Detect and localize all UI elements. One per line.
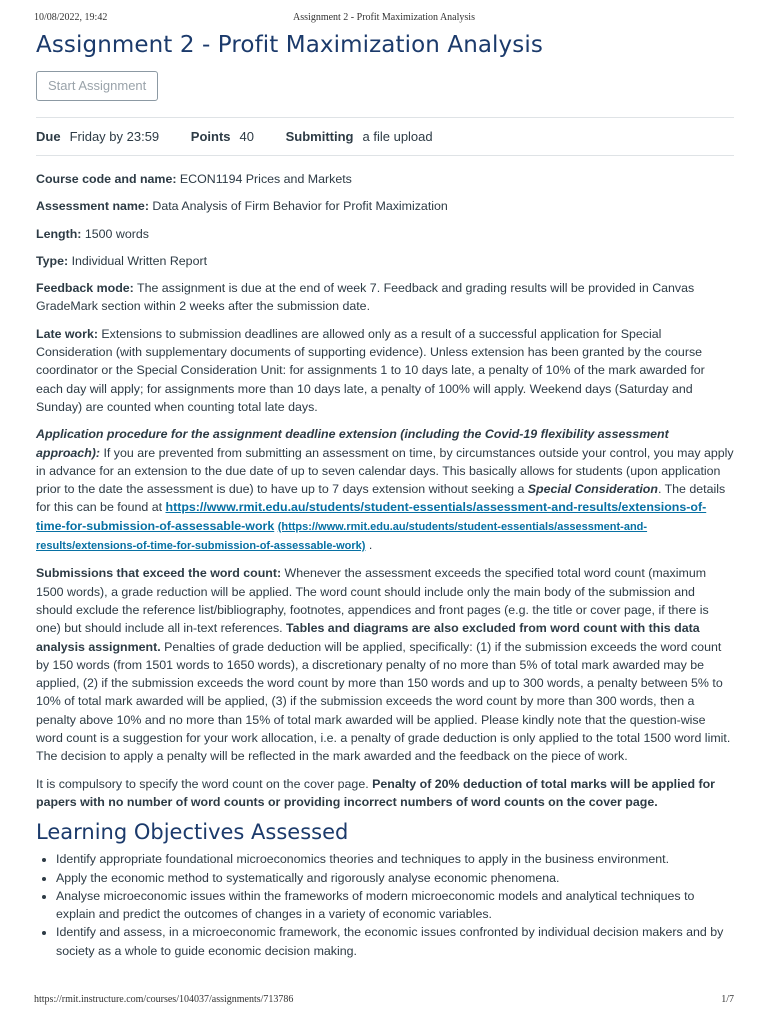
- page-title: Assignment 2 - Profit Maximization Analysis: [36, 32, 543, 58]
- feedback-paragraph: [36, 279, 734, 316]
- print-url: https://rmit.instructure.com/courses/104037/assignments/713786: [34, 994, 294, 1005]
- length-value: 1500 words: [81, 226, 149, 241]
- print-timestamp: 10/08/2022, 19:42: [34, 12, 108, 23]
- late-work-label: Late work:: [36, 326, 98, 341]
- late-work-value: Extensions to submission deadlines are allowed only as a result of a successful application for Special Consideration (with supplementary documents of supporting evidence). Unless extension has been granted by the course coordinator or the Special Consideration Unit: for assignments 1 to 10 days late, a penalty of 10% of the mark awarded for each day will apply; for assignments more than 10 days late, a penalty of 100% will apply. Weekend days (Saturday and Sunday) are counted when counting total late days.: [36, 326, 705, 414]
- points-label: Points: [190, 129, 231, 144]
- application-text-1: If you are prevented from submitting an assessment on time, by circumstances outside your control, you may apply in advance for an extension to the due date of up to seven calendar days. This basically allows for students (upon application prior to the date the assessment is due) to have up to 7 days extension without seeking a: [36, 445, 734, 497]
- course-paragraph: [36, 170, 734, 188]
- list-item: • Apply the economic method to systematically and rigorously analyse economic phenomena.: [56, 869, 734, 887]
- print-page-title: Assignment 2 - Profit Maximization Analysis: [293, 12, 475, 23]
- application-label: Application procedure for the assignment deadline extension (including the Covid-19 flexibility assessment approach):: [36, 427, 669, 460]
- feedback-value: The assignment is due at the end of week 7. Feedback and grading results will be provided in Canvas GradeMark section within 2 weeks after the submission date.: [36, 281, 695, 314]
- special-consideration-text: Special Consideration: [527, 482, 658, 497]
- compulsory-bold: Penalty of 20% deduction of total marks will be applied for papers with no number of word counts or providing incorrect numbers of word counts on the cover page.: [36, 776, 715, 809]
- assignment-description: [36, 170, 734, 811]
- assessment-label: Assessment name:: [36, 199, 149, 214]
- word-count-paragraph: [36, 564, 734, 765]
- feedback-label: Feedback mode:: [36, 281, 134, 296]
- course-value: ECON1194 Prices and Markets: [176, 172, 352, 186]
- learning-objectives-heading: Learning Objectives Assessed: [36, 820, 349, 845]
- word-count-text-1: Whenever the assessment exceeds the specified total word count (maximum 1500 words), a grade reduction will be applied. The word count should include only the main body of the submission and should exclude the reference list/bibliography, footnotes, appendices and front pages (e.g. the title or cover page, if there is one) but should include all in-text references.: [36, 566, 709, 636]
- course-label: Course code and name:: [36, 172, 177, 186]
- length-label: Length:: [36, 226, 82, 241]
- type-paragraph: [36, 252, 734, 270]
- print-header: [34, 12, 734, 26]
- list-item: • Identify and assess, in a microeconomic framework, the economic issues confronted by individual decision makers and by society as a whole to guide economic decision making.: [56, 923, 734, 960]
- application-text-2: . The details for this can be found at: [36, 482, 726, 515]
- word-count-bold: Tables and diagrams are also excluded from word count with this data analysis assignment.: [36, 621, 700, 654]
- compulsory-text: It is compulsory to specify the word count on the cover page.: [36, 776, 373, 791]
- print-footer: [34, 994, 734, 1008]
- due-label: Due: [36, 129, 61, 144]
- extensions-link[interactable]: https://www.rmit.edu.au/students/student-essentials/assessment-and-results/extensions-of-time-for-submission-of-assessable-work: [36, 500, 707, 533]
- list-item: • Analyse microeconomic issues within the frameworks of modern microeconomic models and analytical techniques to explain and predict the outcomes of changes in a variety of economic variables.: [56, 887, 734, 924]
- word-count-text-2: Penalties of grade deduction will be applied, specifically: (1) if the submission exceeds the word count by 150 words (from 1501 words to 1650 words), a discretionary penalty of no more than 5% of total mark awarded may be applied, (2) if the submission exceeds the word count by more than 150 words and up to 300 words, a penalty between 5% to 10% of total mark awarded will be applied, (3) if the submission exceeds the word count by more than 300 words, then a penalty above 10% and no more than 15% of total mark awarded will be applied. Please kindly note that the question-wise word count is a suggestion for your work allocation, i.e. a penalty of grade deduction is only applied to the total 1500 word limit. The decision to apply a penalty will be reflected in the mark awarded and the feedback on the piece of work.: [36, 639, 731, 764]
- assignment-content: [36, 32, 734, 960]
- word-count-label: Submissions that exceed the word count:: [36, 566, 282, 581]
- late-work-paragraph: [36, 325, 734, 416]
- submitting-label: Submitting: [285, 129, 354, 144]
- application-paragraph: [36, 425, 734, 555]
- points-value: 40: [239, 129, 254, 144]
- assignment-meta: [36, 117, 734, 156]
- print-page-number: 1/7: [721, 994, 734, 1005]
- application-end: .: [365, 538, 373, 553]
- start-assignment-button[interactable]: Start Assignment: [36, 71, 158, 101]
- compulsory-paragraph: [36, 775, 734, 812]
- due-value: Friday by 23:59: [69, 129, 160, 144]
- assessment-paragraph: [36, 197, 734, 215]
- submitting-value: a file upload: [362, 129, 433, 144]
- type-value: Individual Written Report: [68, 253, 208, 268]
- length-paragraph: [36, 225, 734, 243]
- list-item: • Identify appropriate foundational microeconomics theories and techniques to apply in the business environment.: [56, 850, 734, 868]
- assessment-value: Data Analysis of Firm Behavior for Profit Maximization: [148, 199, 448, 214]
- extensions-link-url[interactable]: (https://www.rmit.edu.au/students/student-essentials/assessment-and-results/extensions-of-time-for-submission-of-assessable-work): [36, 520, 648, 553]
- learning-objectives-list: [36, 850, 734, 960]
- type-label: Type:: [36, 253, 69, 268]
